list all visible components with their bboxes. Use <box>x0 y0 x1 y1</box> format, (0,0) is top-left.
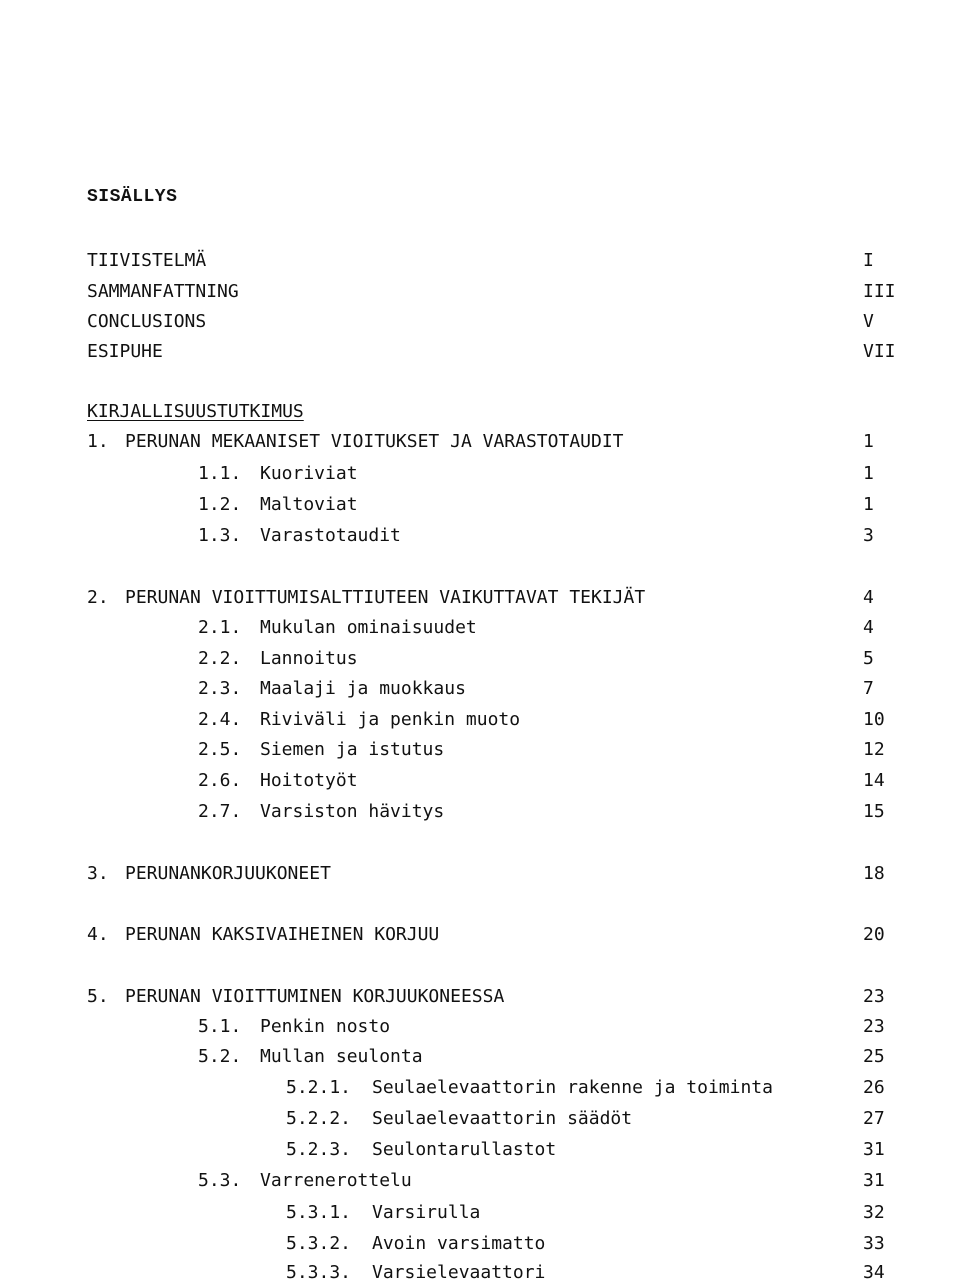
toc-row <box>0 1015 960 1039</box>
toc-entry-title: PERUNAN KAKSIVAIHEINEN KORJUU <box>125 924 440 945</box>
toc-entry-title: Avoin varsimatto <box>372 1233 546 1254</box>
toc-page-number: 23 <box>863 986 885 1007</box>
toc-front-row <box>0 340 960 364</box>
toc-entry-title: Maalaji ja muokkaus <box>260 678 466 699</box>
toc-entry-number: 5.3.2. <box>286 1233 352 1254</box>
toc-page-number: 20 <box>863 924 885 945</box>
toc-page-number: 32 <box>863 1202 885 1223</box>
toc-page-number: 7 <box>863 678 874 699</box>
toc-entry-number: 2.5. <box>198 739 242 760</box>
toc-entry-title: PERUNANKORJUUKONEET <box>125 863 331 884</box>
toc-entry-number: 3. <box>87 863 109 884</box>
toc-entry-number: 5.3. <box>198 1170 242 1191</box>
toc-entry-title: Seulaelevaattorin säädöt <box>372 1108 633 1129</box>
toc-page-number: 33 <box>863 1233 885 1254</box>
toc-entry-number: 5.3.1. <box>286 1202 352 1223</box>
page-title: SISÄLLYS <box>87 187 178 207</box>
toc-front-row <box>0 280 960 304</box>
toc-row <box>0 677 960 701</box>
toc-entry-number: 2.7. <box>198 801 242 822</box>
toc-page-number: VII <box>863 341 896 362</box>
toc-entry-title: Mukulan ominaisuudet <box>260 617 477 638</box>
toc-row <box>0 1076 960 1100</box>
toc-row <box>0 430 960 454</box>
toc-entry-title: SAMMANFATTNING <box>87 281 239 302</box>
toc-page-number: V <box>863 311 874 332</box>
toc-page-number: 4 <box>863 617 874 638</box>
toc-entry-title: ESIPUHE <box>87 341 163 362</box>
toc-row <box>0 862 960 886</box>
toc-page-number: I <box>863 250 874 271</box>
toc-row <box>0 647 960 671</box>
toc-page-number: 34 <box>863 1262 885 1283</box>
toc-entry-number: 1.1. <box>198 463 242 484</box>
toc-row <box>0 462 960 486</box>
toc-entry-title: TIIVISTELMÄ <box>87 250 207 271</box>
toc-entry-title: Varsielevaattori <box>372 1262 546 1283</box>
toc-front-row <box>0 249 960 273</box>
toc-entry-title: Siemen ja istutus <box>260 739 445 760</box>
toc-entry-title: PERUNAN MEKAANISET VIOITUKSET JA VARASTOTAUDIT <box>125 431 624 452</box>
toc-entry-number: 5.3.3. <box>286 1262 352 1283</box>
toc-entry-number: 2.4. <box>198 709 242 730</box>
toc-row <box>0 738 960 762</box>
toc-entry-number: 2. <box>87 587 109 608</box>
toc-entry-title: Varsirulla <box>372 1202 481 1223</box>
toc-row <box>0 524 960 548</box>
toc-entry-number: 2.3. <box>198 678 242 699</box>
toc-row <box>0 1045 960 1069</box>
toc-entry-title: Hoitotyöt <box>260 770 358 791</box>
toc-page-number: 14 <box>863 770 885 791</box>
toc-entry-number: 1.2. <box>198 494 242 515</box>
toc-entry-number: 5.2.1. <box>286 1077 352 1098</box>
toc-entry-title: PERUNAN VIOITTUMISALTTIUTEEN VAIKUTTAVAT TEKIJÄT <box>125 587 646 608</box>
toc-page-number: 23 <box>863 1016 885 1037</box>
toc-row <box>0 1232 960 1256</box>
toc-row <box>0 1201 960 1225</box>
toc-row <box>0 1107 960 1131</box>
toc-entry-number: 1.3. <box>198 525 242 546</box>
toc-entry-number: 5.2.3. <box>286 1139 352 1160</box>
toc-entry-number: 2.6. <box>198 770 242 791</box>
toc-row <box>0 1169 960 1193</box>
toc-entry-number: 2.2. <box>198 648 242 669</box>
toc-entry-title: Penkin nosto <box>260 1016 391 1037</box>
toc-entry-title: Seulontarullastot <box>372 1139 557 1160</box>
toc-entry-title: PERUNAN VIOITTUMINEN KORJUUKONEESSA <box>125 986 505 1007</box>
toc-entry-title: Maltoviat <box>260 494 358 515</box>
toc-entry-number: 5.1. <box>198 1016 242 1037</box>
toc-entry-title: Varrenerottelu <box>260 1170 412 1191</box>
toc-page-number: 31 <box>863 1139 885 1160</box>
toc-page-number: 1 <box>863 494 874 515</box>
toc-entry-number: 1. <box>87 431 109 452</box>
toc-row <box>0 985 960 1009</box>
toc-entry-title: Riviväli ja penkin muoto <box>260 709 521 730</box>
toc-page-number: 5 <box>863 648 874 669</box>
toc-page-number: 18 <box>863 863 885 884</box>
toc-entry-number: 5.2.2. <box>286 1108 352 1129</box>
toc-page-number: 12 <box>863 739 885 760</box>
toc-page-number: 10 <box>863 709 885 730</box>
toc-entry-number: 2.1. <box>198 617 242 638</box>
toc-page-number: 27 <box>863 1108 885 1129</box>
toc-row <box>0 1261 960 1285</box>
toc-row <box>0 923 960 947</box>
toc-page-number: 25 <box>863 1046 885 1067</box>
toc-entry-title: Varastotaudit <box>260 525 401 546</box>
toc-page-number: 15 <box>863 801 885 822</box>
toc-row <box>0 800 960 824</box>
toc-page-number: 1 <box>863 463 874 484</box>
toc-row <box>0 616 960 640</box>
toc-entry-title: CONCLUSIONS <box>87 311 207 332</box>
toc-row <box>0 1138 960 1162</box>
toc-entry-number: 5.2. <box>198 1046 242 1067</box>
toc-entry-title: Kuoriviat <box>260 463 358 484</box>
toc-front-row <box>0 310 960 334</box>
toc-entry-title: Varsiston hävitys <box>260 801 445 822</box>
toc-row <box>0 586 960 610</box>
toc-page-number: 1 <box>863 431 874 452</box>
toc-page-number: 4 <box>863 587 874 608</box>
section-heading: KIRJALLISUUSTUTKIMUS <box>87 401 304 422</box>
toc-row <box>0 493 960 517</box>
toc-entry-number: 4. <box>87 924 109 945</box>
toc-entry-number: 5. <box>87 986 109 1007</box>
toc-entry-title: Seulaelevaattorin rakenne ja toiminta <box>372 1077 773 1098</box>
toc-entry-title: Mullan seulonta <box>260 1046 423 1067</box>
toc-entry-title: Lannoitus <box>260 648 358 669</box>
toc-page-number: 31 <box>863 1170 885 1191</box>
toc-page-number: III <box>863 281 896 302</box>
toc-page-number: 3 <box>863 525 874 546</box>
toc-row <box>0 769 960 793</box>
toc-row <box>0 708 960 732</box>
toc-page-number: 26 <box>863 1077 885 1098</box>
